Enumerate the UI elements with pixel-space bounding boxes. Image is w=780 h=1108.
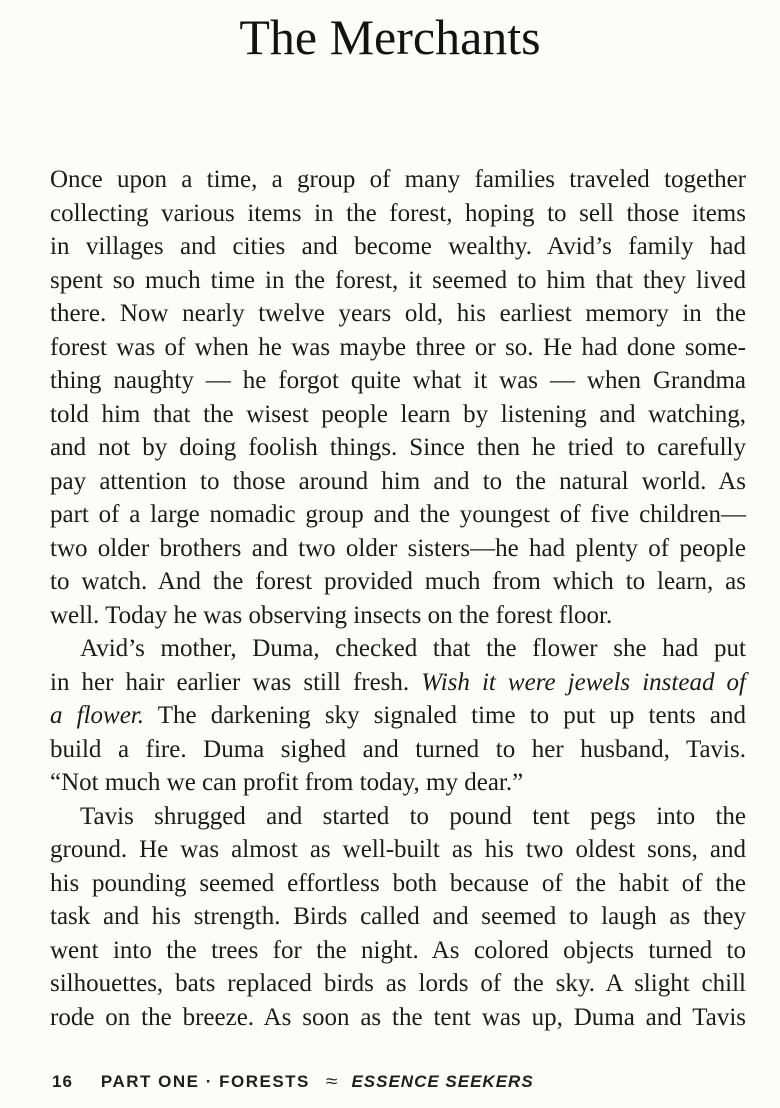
text-line: rode on the breeze. As soon as the tent was up, Duma and Tavis — [50, 1003, 746, 1031]
text-line: part of a large nomadic group and the youngest of five children— — [50, 501, 746, 528]
text-line: his pounding seemed effortless both because of the habit of the — [50, 869, 746, 897]
text-line — [50, 666, 746, 700]
page-number: 16 — [52, 1072, 73, 1091]
text-line: Once upon a time, a group of many families traveled together — [50, 166, 746, 193]
text-segment: in her hair earlier was still fresh. — [50, 668, 422, 696]
text-line: pay attention to those around him and to the natural world. As — [50, 467, 746, 495]
body-text — [50, 163, 746, 1034]
text-line: task and his strength. Birds called and seemed to laugh as they — [50, 903, 746, 930]
section-label: PART ONE · FORESTS — [100, 1072, 310, 1091]
text-line: to watch. And the forest provided much from which to learn, as — [50, 568, 746, 595]
page-title: The Merchants — [239, 9, 541, 65]
text-line: silhouettes, bats replaced birds as lords of the sky. A slight chill — [50, 970, 746, 997]
text-line: well. Today he was observing insects on the forest floor. — [50, 601, 613, 629]
text-line: collecting various items in the forest, hoping to sell those items — [50, 199, 746, 227]
book-title: ESSENCE SEEKERS — [351, 1072, 534, 1091]
text-line: “Not much we can profit from today, my dear.” — [50, 769, 524, 796]
page-footer — [52, 1070, 534, 1094]
text-line: in villages and cities and become wealthy. Avid’s family had — [50, 233, 746, 260]
text-line: and not by doing foolish things. Since then he tried to carefully — [50, 434, 746, 461]
wave-separator-icon: ≈ — [325, 1071, 338, 1092]
text-segment-italic: Wish it were jewels instead of — [421, 668, 746, 696]
text-line: thing naughty — he forgot quite what it was — when Grandma — [50, 367, 746, 394]
text-segment: The darkening sky signaled time to put up tents and — [144, 702, 746, 729]
text-segment-italic: a flower. — [50, 702, 145, 729]
text-line: ground. He was almost as well-built as his two oldest sons, and — [50, 836, 746, 863]
text-line: Tavis shrugged and started to pound tent pegs into the — [80, 802, 746, 830]
text-line: forest was of when he was maybe three or so. He had done some- — [50, 333, 746, 361]
text-line: spent so much time in the forest, it seemed to him that they lived — [50, 266, 746, 294]
text-line: told him that the wisest people learn by listening and watching, — [50, 400, 746, 428]
text-line: there. Now nearly twelve years old, his earliest memory in the — [50, 300, 746, 327]
text-line: build a fire. Duma sighed and turned to her husband, Tavis. — [50, 735, 746, 763]
text-line: Avid’s mother, Duma, checked that the flower she had put — [80, 635, 746, 662]
text-line: two older brothers and two older sisters—he had plenty of people — [50, 534, 746, 562]
text-line: went into the trees for the night. As colored objects turned to — [50, 936, 746, 964]
text-line — [50, 699, 746, 733]
